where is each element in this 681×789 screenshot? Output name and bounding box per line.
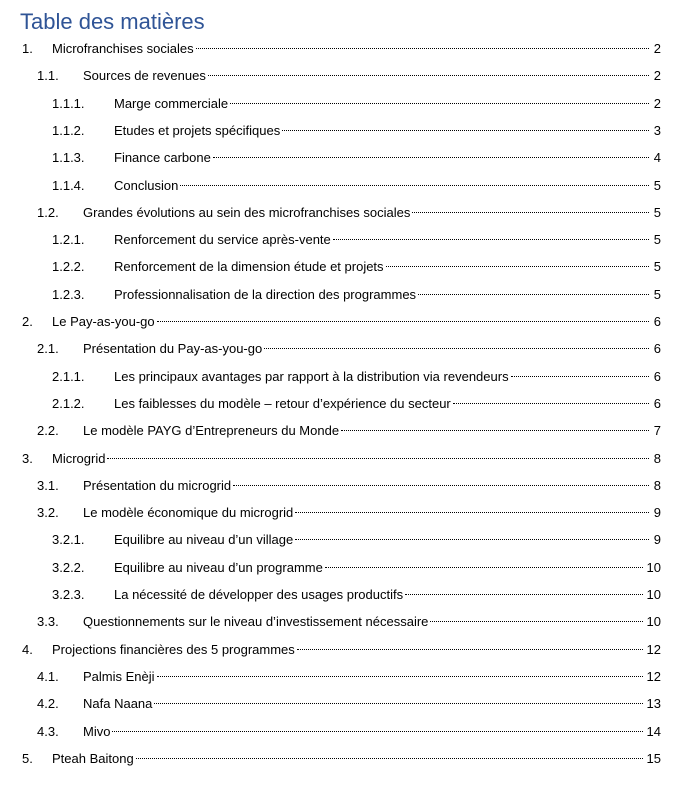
- toc-entry[interactable]: [0, 612, 681, 632]
- toc-entry-page: 5: [653, 232, 661, 248]
- toc-dot-leader: [412, 212, 649, 213]
- toc-entry-title: Les principaux avantages par rapport à la distribution via revendeurs: [114, 368, 509, 384]
- toc-entry[interactable]: [0, 230, 681, 250]
- toc-entry[interactable]: [0, 66, 681, 86]
- toc-dot-leader: [230, 103, 649, 104]
- toc-entry-title: Conclusion: [114, 177, 179, 193]
- toc-dot-leader: [405, 594, 642, 595]
- toc-entry-number: 3.2.: [37, 505, 59, 521]
- toc-dot-leader: [180, 185, 649, 186]
- toc-dot-leader: [157, 676, 643, 677]
- toc-dot-leader: [333, 239, 649, 240]
- toc-entry-number: 1.1.1.: [52, 95, 85, 111]
- toc-entry[interactable]: [0, 148, 681, 168]
- toc-entry-page: 8: [653, 477, 661, 493]
- toc-entry-number: 1.2.2.: [52, 259, 85, 275]
- toc-entry-number: 1.2.: [37, 204, 59, 220]
- toc-entry[interactable]: [0, 176, 681, 196]
- toc-entry-title: Renforcement du service après-vente: [114, 232, 331, 248]
- toc-dot-leader: [112, 731, 642, 732]
- toc-dot-leader: [213, 157, 649, 158]
- toc-entry[interactable]: [0, 203, 681, 223]
- toc-entry[interactable]: [0, 94, 681, 114]
- toc-entry-page: 9: [653, 505, 661, 521]
- toc-entry-title: Professionnalisation de la direction des programmes: [114, 286, 417, 302]
- toc-dot-leader: [208, 75, 649, 76]
- toc-entry-title: Grandes évolutions au sein des microfranchises sociales: [83, 204, 411, 220]
- toc-dot-leader: [136, 758, 643, 759]
- toc-entry[interactable]: [0, 121, 681, 141]
- toc-entry-title: Nafa Naana: [83, 696, 153, 712]
- toc-entry-number: 4.2.: [37, 696, 59, 712]
- toc-dot-leader: [418, 294, 649, 295]
- toc-entry-title: Finance carbone: [114, 150, 211, 166]
- toc-entry-number: 2.2.: [37, 423, 59, 439]
- toc-entry-number: 1.1.: [37, 68, 59, 84]
- toc-entry-title: La nécessité de développer des usages productifs: [114, 587, 404, 602]
- toc-entry-number: 2.1.1.: [52, 368, 85, 384]
- toc-entry-page: 9: [653, 532, 661, 548]
- toc-title: Table des matières: [20, 9, 205, 34]
- toc-dot-leader: [341, 430, 649, 431]
- toc-entry-number: 3.2.2.: [52, 559, 85, 575]
- toc-entry-number: 1.2.3.: [52, 286, 85, 302]
- toc-entry-number: 2.1.: [37, 341, 59, 357]
- toc-entry[interactable]: [0, 722, 681, 742]
- toc-entry[interactable]: [0, 640, 681, 660]
- toc-entry[interactable]: [0, 585, 681, 605]
- toc-entry-title: Palmis Enèji: [83, 668, 155, 684]
- toc-dot-leader: [196, 48, 649, 49]
- toc-dot-leader: [233, 485, 649, 486]
- toc-entry-number: 4.3.: [37, 723, 59, 739]
- toc-dot-leader: [264, 348, 649, 349]
- toc-entry[interactable]: [0, 667, 681, 687]
- toc-entry[interactable]: [0, 339, 681, 359]
- toc-entry[interactable]: [0, 694, 681, 714]
- toc-entry[interactable]: [0, 421, 681, 441]
- toc-entry[interactable]: [0, 558, 681, 578]
- toc-entry-title: Le modèle économique du microgrid: [83, 505, 294, 521]
- toc-entry-number: 3.1.: [37, 477, 59, 493]
- toc-entry-number: 3.2.3.: [52, 587, 85, 602]
- toc-entry-page: 15: [646, 750, 661, 766]
- toc-entry[interactable]: [0, 39, 681, 59]
- toc-entry-number: 1.1.2.: [52, 122, 85, 138]
- toc-entry-page: 2: [653, 95, 661, 111]
- toc-dot-leader: [157, 321, 649, 322]
- toc-entry-title: Etudes et projets spécifiques: [114, 122, 281, 138]
- toc-entry-page: 3: [653, 122, 661, 138]
- toc-entry-title: Marge commerciale: [114, 95, 229, 111]
- toc-entry-page: 2: [653, 41, 661, 56]
- toc-entry-title: Renforcement de la dimension étude et projets: [114, 259, 384, 275]
- toc-entry-page: 8: [653, 450, 661, 466]
- toc-entry-page: 6: [653, 341, 661, 357]
- toc-entry-title: Microfranchises sociales: [52, 41, 194, 56]
- toc-entry[interactable]: [0, 312, 681, 332]
- toc-entry-page: 14: [646, 723, 661, 739]
- toc-dot-leader: [430, 621, 642, 622]
- toc-entry-page: 2: [653, 68, 661, 84]
- toc-entry-page: 12: [646, 641, 661, 657]
- toc-entry-title: Mivo: [83, 723, 111, 739]
- toc-dot-leader: [325, 567, 643, 568]
- toc-entry-number: 3.3.: [37, 614, 59, 630]
- toc-entry-page: 6: [653, 395, 661, 411]
- toc-entry-number: 2.1.2.: [52, 395, 85, 411]
- toc-entry-page: 5: [653, 286, 661, 302]
- toc-entry-page: 10: [646, 614, 661, 630]
- toc-dot-leader: [282, 130, 649, 131]
- toc-entry-title: Présentation du Pay-as-you-go: [83, 341, 263, 357]
- toc-entry-page: 5: [653, 204, 661, 220]
- toc-dot-leader: [386, 266, 649, 267]
- toc-entry-title: Le modèle PAYG d’Entrepreneurs du Monde: [83, 423, 340, 439]
- toc-entry-number: 3.2.1.: [52, 532, 85, 548]
- toc-dot-leader: [154, 703, 642, 704]
- toc-entry[interactable]: [0, 394, 681, 414]
- toc-entry[interactable]: [0, 285, 681, 305]
- toc-entry-page: 5: [653, 259, 661, 275]
- toc-entry-number: 1.2.1.: [52, 232, 85, 248]
- toc-entry-title: Présentation du microgrid: [83, 477, 232, 493]
- toc-dot-leader: [453, 403, 649, 404]
- toc-entry-number: 1.: [22, 41, 33, 56]
- toc-entry-title: Projections financières des 5 programmes: [52, 641, 295, 657]
- toc-entry-title: Pteah Baitong: [52, 750, 134, 766]
- toc-entry[interactable]: [0, 749, 681, 769]
- toc-entry-number: 1.1.3.: [52, 150, 85, 166]
- toc-entry[interactable]: [0, 530, 681, 550]
- toc-entry-page: 5: [653, 177, 661, 193]
- toc-dot-leader: [295, 512, 649, 513]
- toc-entry-title: Les faiblesses du modèle – retour d’expérience du secteur: [114, 395, 451, 411]
- toc-dot-leader: [511, 376, 649, 377]
- toc-entry-title: Le Pay-as-you-go: [52, 314, 155, 329]
- toc-entry[interactable]: [0, 476, 681, 496]
- toc-dot-leader: [297, 649, 643, 650]
- toc-entry-page: 13: [646, 696, 661, 712]
- toc-entry-page: 7: [653, 423, 661, 439]
- toc-entry-page: 4: [653, 150, 661, 166]
- toc-entry-page: 10: [646, 559, 661, 575]
- toc-dot-leader: [107, 458, 649, 459]
- toc-entry-number: 5.: [22, 750, 33, 766]
- toc-entry-title: Questionnements sur le niveau d’investissement nécessaire: [83, 614, 429, 630]
- toc-entry-number: 1.1.4.: [52, 177, 85, 193]
- toc-entry[interactable]: [0, 503, 681, 523]
- toc-dot-leader: [295, 539, 649, 540]
- toc-entry-number: 4.: [22, 641, 33, 657]
- toc-entry-number: 4.1.: [37, 668, 59, 684]
- toc-entry-page: 6: [653, 314, 661, 329]
- toc-entry[interactable]: [0, 367, 681, 387]
- toc-entry-number: 3.: [22, 450, 33, 466]
- toc-entry-number: 2.: [22, 314, 33, 329]
- toc-entry-title: Sources de revenues: [83, 68, 206, 84]
- toc-entry-title: Microgrid: [52, 450, 106, 466]
- toc-entry[interactable]: [0, 257, 681, 277]
- toc-entry-page: 12: [646, 668, 661, 684]
- toc-entry-page: 6: [653, 368, 661, 384]
- toc-entry[interactable]: [0, 449, 681, 469]
- toc-entry-page: 10: [646, 587, 661, 602]
- toc-entry-title: Equilibre au niveau d’un programme: [114, 559, 323, 575]
- toc-entry-title: Equilibre au niveau d’un village: [114, 532, 294, 548]
